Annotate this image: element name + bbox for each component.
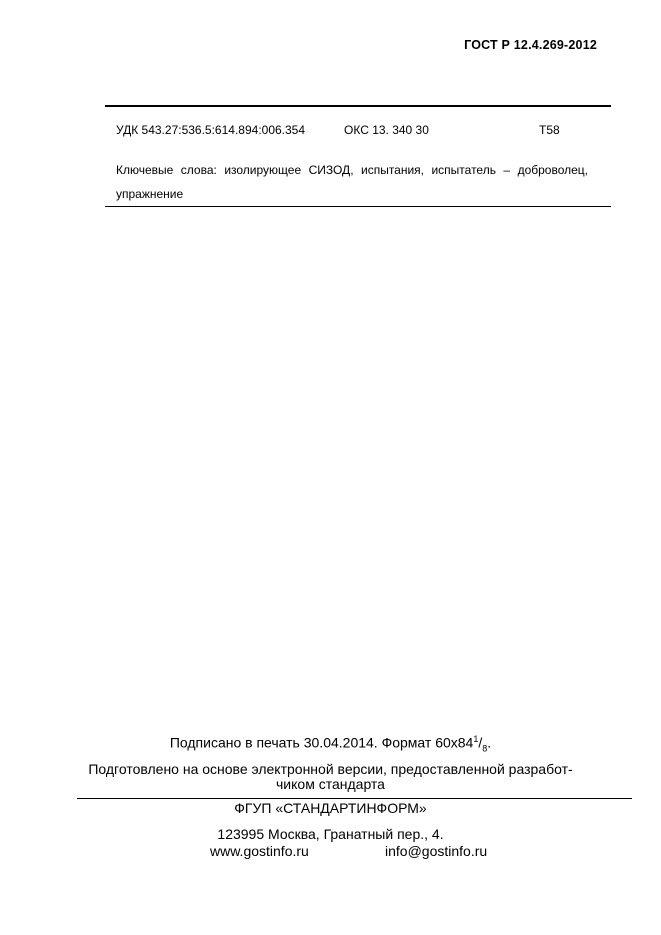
- website-link[interactable]: www.gostinfo.ru: [210, 843, 309, 859]
- footer-divider: [77, 798, 632, 799]
- format-end: .: [487, 734, 492, 751]
- format-denominator: 8: [482, 743, 488, 754]
- bottom-divider: [105, 206, 611, 207]
- prepared-line-2: чиком стандарта: [276, 776, 385, 792]
- keywords-paragraph: Ключевые слова: изолирующее СИЗОД, испытания, испытатель – доброволец, упражнение: [116, 163, 588, 201]
- oks-code: ОКС 13. 340 30: [344, 123, 429, 137]
- standard-code: ГОСТ Р 12.4.269-2012: [464, 38, 597, 52]
- format-numerator: 1: [473, 734, 479, 744]
- udk-code: УДК 543.27:536.5:614.894:006.354: [116, 123, 306, 137]
- prepared-note: [0, 762, 661, 792]
- t-code: Т58: [539, 123, 560, 137]
- publisher-name: ФГУП «СТАНДАРТИНФОРМ»: [234, 800, 427, 816]
- prepared-line-1: Подготовлено на основе электронной версии, предоставленной разработ-: [88, 761, 573, 777]
- signed-text: Подписано в печать 30.04.2014. Формат 60х84: [169, 734, 474, 751]
- email-link[interactable]: info@gostinfo.ru: [385, 843, 488, 859]
- signed-line: Подписано в печать 30.04.2014. Формат $60х84^1/_8$.: [169, 734, 492, 754]
- publisher-address: 123995 Москва, Гранатный пер., 4.: [217, 826, 444, 842]
- top-divider: [105, 105, 611, 107]
